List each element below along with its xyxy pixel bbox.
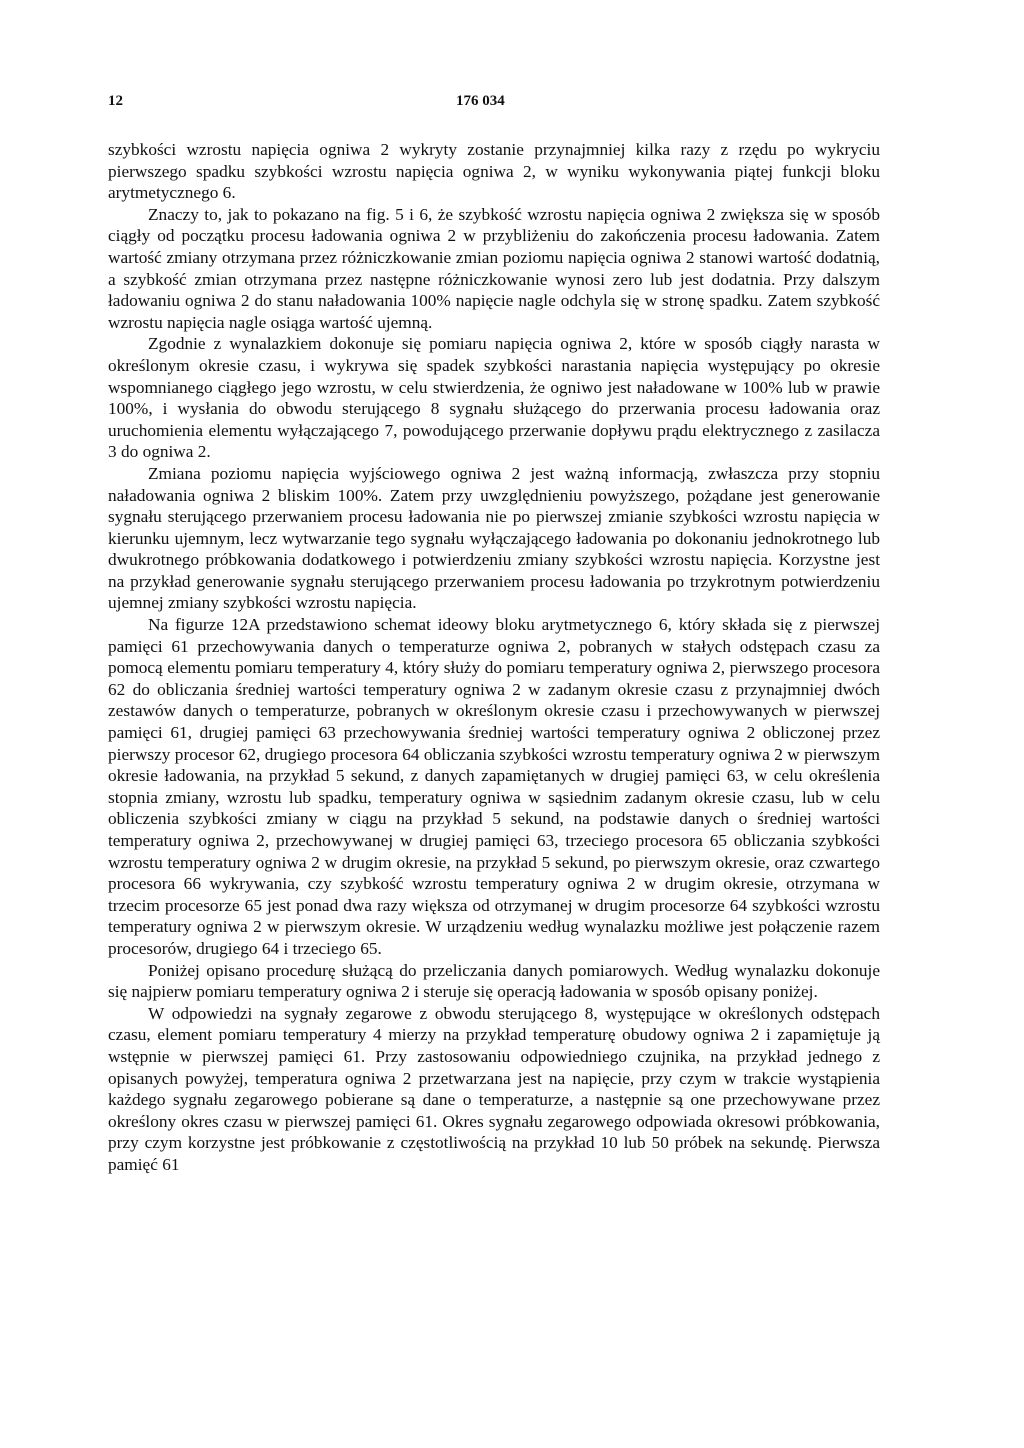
paragraph: Zmiana poziomu napięcia wyjściowego ogniwa 2 jest ważną informacją, zwłaszcza przy stopniu naładowania ogniwa 2 bliskim 100%. Zatem przy uwzględnieniu powyższego, pożądane jest generowanie sygnału sterującego przerwaniem procesu ładowania nie po pierwszej zmianie szybkości wzrostu napięcia w kierunku ujemnym, lecz wytwarzanie tego sygnału wyłączającego ładowania po dokonaniu jednokrotnego lub dwukrotnego próbkowania dodatkowego i potwierdzeniu zmiany szybkości wzrostu napięcia. Korzystne jest na przykład generowanie sygnału sterującego przerwaniem procesu ładowania po trzykrotnym potwierdzeniu ujemnej zmiany szybkości wzrostu napięcia.	[108, 463, 880, 613]
body-text	[108, 139, 880, 1176]
page-number: 12	[108, 93, 123, 109]
paragraph: Poniżej opisano procedurę służącą do przeliczania danych pomiarowych. Według wynalazku dokonuje się najpierw pomiaru temperatury ogniwa 2 i steruje się operacją ładowania w sposób opisany poniżej.	[108, 960, 880, 1002]
paragraph: Zgodnie z wynalazkiem dokonuje się pomiaru napięcia ogniwa 2, które w sposób ciągły narasta w określonym okresie czasu, i wykrywa się spadek szybkości narastania napięcia występujący po okresie wspomnianego ciągłego jego wzrostu, w celu stwierdzenia, że ogniwo jest naładowane w 100% lub w prawie 100%, i wysłania do obwodu sterującego 8 sygnału służącego do przerwania procesu ładowania oraz uruchomienia elementu wyłączającego 7, powodującego przerwanie dopływu prądu elektrycznego z zasilacza 3 do ogniwa 2.	[108, 334, 880, 462]
page-header	[108, 93, 904, 117]
paragraph-continuation: szybkości wzrostu napięcia ogniwa 2 wykryty zostanie przynajmniej kilka razy z rzędu po wykryciu pierwszego spadku szybkości wzrostu napięcia ogniwa 2, w wyniku wykonywania piątej funkcji bloku arytmetycznego 6.	[108, 140, 880, 203]
paragraph: Na figurze 12A przedstawiono schemat ideowy bloku arytmetycznego 6, który składa się z pierwszej pamięci 61 przechowywania danych o temperaturze ogniwa 2, pobranych w stałych odstępach czasu za pomocą elementu pomiaru temperatury 4, który służy do pomiaru temperatury ogniwa 2, pierwszego procesora 62 do obliczania średniej wartości temperatury ogniwa 2 w zadanym okresie czasu z przynajmniej dwóch zestawów danych o temperaturze, pobranych w określonym okresie czasu i przechowywanych w pierwszej pamięci 61, drugiej pamięci 63 przechowywania średniej wartości temperatury ogniwa 2 obliczonej przez pierwszy procesor 62, drugiego procesora 64 obliczania szybkości wzrostu temperatury ogniwa 2 w pierwszym okresie ładowania, na przykład 5 sekund, z danych zapamiętanych w drugiej pamięci 63, w celu określenia stopnia zmiany, wzrostu lub spadku, temperatury ogniwa w sąsiednim zadanym okresie czasu, lub w celu obliczenia szybkości zmiany w ciągu na przykład 5 sekund, na podstawie danych o średniej wartości temperatury ogniwa 2, przechowywanej w drugiej pamięci 63, trzeciego procesora 65 obliczania szybkości wzrostu temperatury ogniwa 2 w drugim okresie, na przykład 5 sekund, po pierwszym okresie, oraz czwartego procesora 66 wykrywania, czy szybkość wzrostu temperatury ogniwa 2 w drugim okresie, otrzymana w trzecim procesorze 65 jest ponad dwa razy większa od otrzymanej w drugim procesorze 64 szybkości wzrostu temperatury ogniwa 2 w pierwszym okresie. W urządzeniu według wynalazku możliwe jest połączenie razem procesorów, drugiego 64 i trzeciego 65.	[108, 615, 880, 958]
paragraph: Znaczy to, jak to pokazano na fig. 5 i 6, że szybkość wzrostu napięcia ogniwa 2 zwiększa się w sposób ciągły od początku procesu ładowania ogniwa 2 w przybliżeniu do zakończenia procesu ładowania. Zatem wartość zmiany otrzymana przez różniczkowanie zmian poziomu napięcia ogniwa 2 stanowi wartość dodatnią, a szybkość zmian otrzymana przez następne różniczkowanie wynosi zero lub jest dodatnia. Przy dalszym ładowaniu ogniwa 2 do stanu naładowania 100% napięcie nagle odchyla się w stronę spadku. Zatem szybkość wzrostu napięcia nagle osiąga wartość ujemną.	[108, 204, 880, 332]
paragraph: W odpowiedzi na sygnały zegarowe z obwodu sterującego 8, występujące w określonych odstępach czasu, element pomiaru temperatury 4 mierzy na przykład temperaturę obudowy ogniwa 2 i zapamiętuje ją wstępnie w pierwszej pamięci 61. Przy zastosowaniu odpowiedniego czujnika, na przykład jednego z opisanych powyżej, temperatura ogniwa 2 przetwarzana jest na napięcie, przy czym w trakcie wystąpienia każdego sygnału zegarowego pobierane są dane o temperaturze, a następnie są one przechowywane przez określony okres czasu w pierwszej pamięci 61. Okres sygnału zegarowego odpowiada okresowi próbkowania, przy czym korzystne jest próbkowanie z częstotliwością na przykład 10 lub 50 próbek na sekundę. Pierwsza pamięć 61	[108, 1003, 880, 1174]
document-number: 176 034	[456, 93, 505, 109]
